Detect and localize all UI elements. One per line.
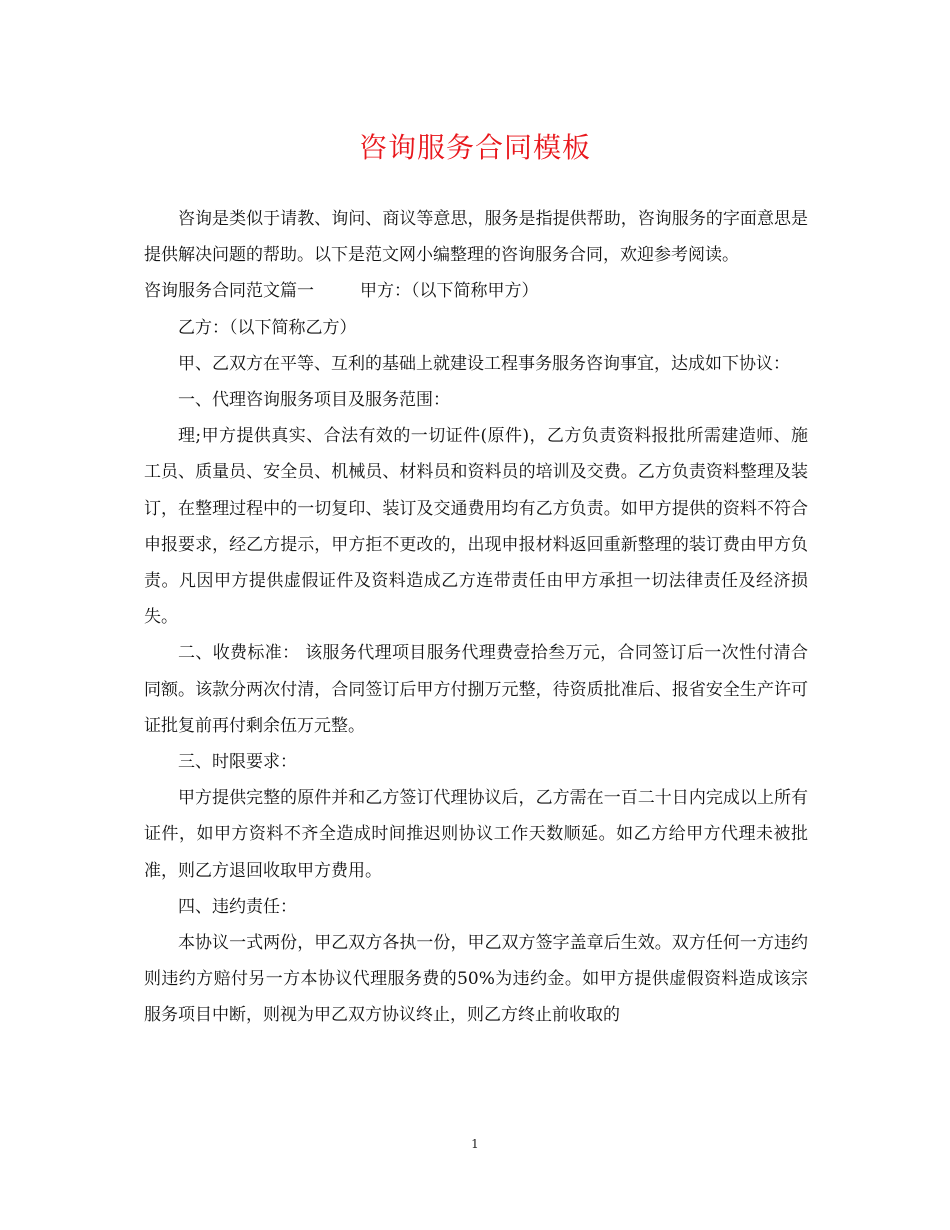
section-3-title: 三、时限要求： <box>178 752 297 773</box>
section-1-body: 理;甲方提供真实、合法有效的一切证件(原件)，乙方负责资料报批所需建造师、施工员、质量员、安全员、机械员、材料员和资料员的培训及交费。乙方负责资料整理及装订，在整理过程中的一切复印、装订及交通费用均有乙方负责。如甲方提供的资料不符合申报要求，经乙方提示，甲方拒不更改的，出现申报材料返回重新整理的装订费由甲方负责。凡因甲方提供虚假证件及资料造成乙方连带责任由甲方承担一切法律责任及经济损失。 <box>144 426 808 628</box>
section-3-body: 甲方提供完整的原件并和乙方签订代理协议后，乙方需在一百二十日内完成以上所有证件，如甲方资料不齐全造成时间推迟则协议工作天数顺延。如乙方给甲方代理未被批准，则乙方退回收取甲方费用。 <box>144 788 808 881</box>
contract-heading: 咨询服务合同范文篇一 <box>144 281 314 302</box>
intro-paragraph: 咨询是类似于请教、询问、商议等意思，服务是指提供帮助，咨询服务的字面意思是提供解决问题的帮助。以下是范文网小编整理的咨询服务合同，欢迎参考阅读。 <box>144 209 808 266</box>
document-body <box>144 201 808 1034</box>
page-number: 1 <box>471 1137 479 1151</box>
section-4-title: 四、违约责任： <box>178 896 297 917</box>
agreement-intro: 甲、乙双方在平等、互利的基础上就建设工程事务服务咨询事宜，达成如下协议： <box>178 353 790 374</box>
section-2-body: 二、收费标准： 该服务代理项目服务代理费壹拾叁万元，合同签订后一次性付清合同额。该款分两次付清，合同签订后甲方付捌万元整，待资质批准后、报省安全生产许可证批复前再付剩余伍万元整。 <box>144 643 808 736</box>
contract-heading-line <box>144 273 808 309</box>
document-title: 咨询服务合同模板 <box>358 131 591 164</box>
section-4-body: 本协议一式两份，甲乙双方各执一份，甲乙双方签字盖章后生效。双方任何一方违约则违约方赔付另一方本协议代理服务费的50%为违约金。如甲方提供虚假资料造成该宗服务项目中断，则视为甲乙双方协议终止，则乙方终止前收取的 <box>144 933 808 1026</box>
section-1-title: 一、代理咨询服务项目及服务范围： <box>178 390 450 411</box>
party-a-line: 甲方：（以下简称甲方） <box>360 281 539 302</box>
party-b-line: 乙方：（以下简称乙方） <box>178 317 357 338</box>
